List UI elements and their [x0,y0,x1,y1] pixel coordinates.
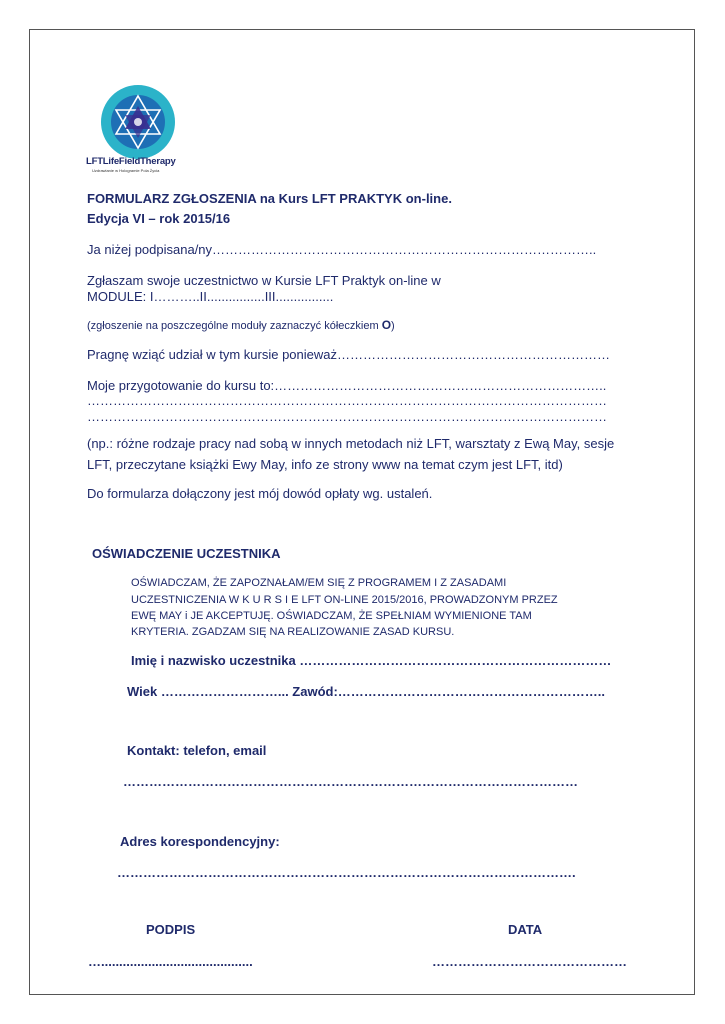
contact-field[interactable]: …………………………………………………………………………………………… [123,774,578,789]
module-selection[interactable]: MODULE: I………..II................III................ [87,289,334,304]
example-note-2: LFT, przeczytane książki Ewy May, info ze strony www na temat czym jest LFT, itd) [87,457,563,472]
declaration-text-3: EWĘ MAY i JE AKCEPTUJĘ. OŚWIADCZAM, ŻE SPEŁNIAM WYMIENIONE TAM [131,610,532,622]
preparation-line-3[interactable]: ………………………………………………………………………………………………………… [87,409,607,424]
declaration-text-2: UCZESTNICZENIA W K U R S I E LFT ON-LINE 2015/2016, PROWADZONYM PRZEZ [131,594,558,606]
modules-note-mark: O [381,318,392,332]
enroll-line: Zgłaszam swoje uczestnictwo w Kursie LFT Praktyk on-line w [87,273,441,288]
preparation-line-2[interactable]: ………………………………………………………………………………………………………… [87,393,607,408]
form-title: FORMULARZ ZGŁOSZENIA na Kurs LFT PRAKTYK on-line. [87,191,452,206]
declaration-heading: OŚWIADCZENIE UCZESTNIKA [92,546,281,561]
address-field[interactable]: ……………………………………………………………………………………………. [117,865,576,880]
date-label: DATA [508,922,543,937]
modules-note-text: (zgłoszenie na poszczególne moduły zaznaczyć kółeczkiem [87,320,382,332]
modules-note-end: ) [391,320,395,332]
participant-name-field[interactable]: Imię i nazwisko uczestnika ……………………………………………………………… [131,653,612,668]
address-label: Adres korespondencyjny: [120,834,280,849]
contact-label: Kontakt: telefon, email [127,743,267,758]
date-field[interactable]: ……………………………………… [432,954,627,969]
signature-field[interactable]: ….......................................... [88,954,253,969]
modules-note [87,318,395,332]
form-edition: Edycja VI – rok 2015/16 [87,211,231,226]
signature-label: PODPIS [146,922,196,937]
signed-line[interactable]: Ja niżej podpisana/ny…………………………………………………………………………….. [87,242,597,257]
reason-line[interactable]: Pragnę wziąć udział w tym kursie ponieważ……………………………………………………… [87,347,610,362]
page-frame [29,29,695,995]
declaration-text-1: OŚWIADCZAM, ŻE ZAPOZNAŁAM/EM SIĘ Z PROGRAMEM I Z ZASADAMI [131,577,507,589]
logo-tagline: Uzdrawianie w Hologramie Pola Życia [92,168,160,173]
payment-note: Do formularza dołączony jest mój dowód opłaty wg. ustaleń. [87,486,433,501]
logo-brand-text: LFTLifeFieldTherapy [86,156,176,167]
preparation-line-1[interactable]: Moje przygotowanie do kursu to:………………………………………………………………….. [87,378,607,393]
example-note-1: (np.: różne rodzaje pracy nad sobą w innych metodach niż LFT, warsztaty z Ewą May, sesje [87,436,615,451]
lft-logo-icon [100,84,176,160]
declaration-text-4: KRYTERIA. ZGADZAM SIĘ NA REALIZOWANIE ZASAD KURSU. [131,626,455,638]
age-occupation-field[interactable]: Wiek ………………………... Zawód:…………………………………………………….. [127,684,606,699]
